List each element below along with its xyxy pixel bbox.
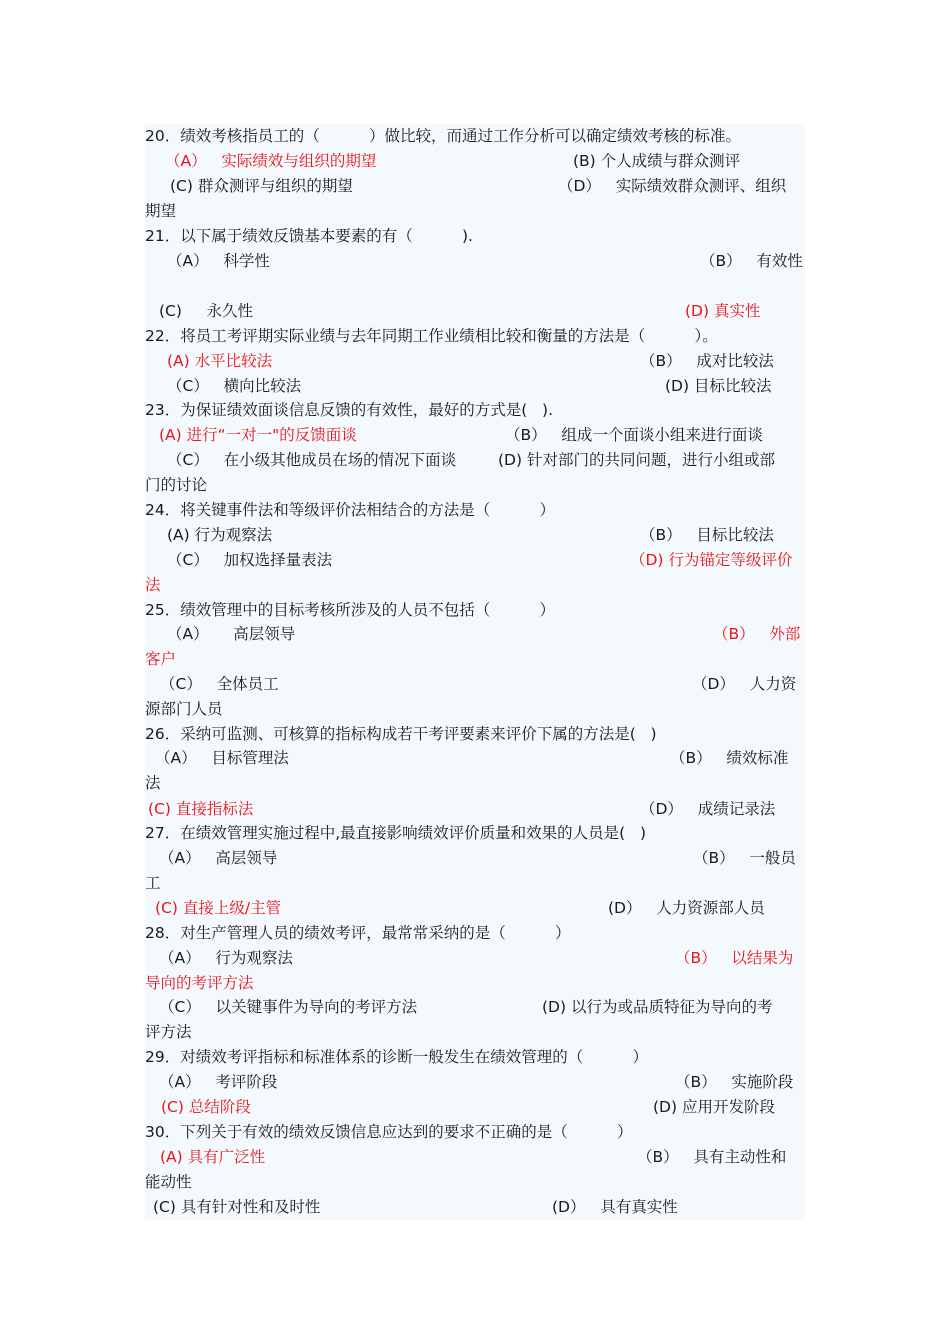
question-text: 20．绩效考核指员工的（ ）做比较，而通过工作分析可以确定绩效考核的标准。 [145, 127, 741, 145]
answer-text: （B） 外部 [713, 625, 801, 643]
text-line [145, 523, 805, 547]
text-line [145, 797, 805, 821]
text-line [145, 647, 805, 671]
text-line [145, 374, 805, 398]
text-line [145, 299, 805, 323]
text-line [145, 199, 805, 223]
question-text: （A） 考评阶段 [159, 1073, 278, 1091]
text-line [145, 746, 805, 770]
question-text: （B） 成对比较法 [640, 352, 774, 370]
text-line [145, 448, 805, 472]
question-text: 期望 [145, 202, 177, 220]
text-line [145, 995, 805, 1019]
text-line [145, 1020, 805, 1044]
question-text: (D） 人力资源部人员 [608, 899, 765, 917]
text-line [145, 971, 805, 995]
text-line [145, 771, 805, 795]
question-text: （A） 高层领导 [159, 849, 278, 867]
question-text: (D) 以行为或品质特征为导向的考 [542, 998, 773, 1016]
answer-text: (A) 水平比较法 [167, 352, 273, 370]
answer-text: (D) 真实性 [685, 302, 761, 320]
text-line [145, 921, 805, 945]
document-page [145, 124, 805, 1220]
answer-text: (C) 直接指标法 [148, 800, 254, 818]
question-text: （B） 组成一个面谈小组来进行面谈 [505, 426, 763, 444]
text-line [145, 548, 805, 572]
text-line [145, 672, 805, 696]
question-text: (C) 永久性 [159, 302, 254, 320]
text-line [145, 598, 805, 622]
question-text: 21．以下属于绩效反馈基本要素的有（ ). [145, 227, 473, 245]
question-text: (D) 应用开发阶段 [653, 1098, 775, 1116]
question-text: （A） 行为观察法 [159, 949, 293, 967]
text-line [145, 249, 805, 273]
text-line [145, 1120, 805, 1144]
answer-text: 法 [145, 576, 161, 594]
question-text: 25．绩效管理中的目标考核所涉及的人员不包括（ ） [145, 601, 555, 619]
question-text: （B） 实施阶段 [675, 1073, 794, 1091]
question-text: （C） 在小级其他成员在场的情况下面谈 [167, 451, 457, 469]
question-text: （D） 成绩记录法 [640, 800, 776, 818]
question-text: （B） 有效性 [700, 252, 803, 270]
question-text: 30．下列关于有效的绩效反馈信息应达到的要求不正确的是（ ） [145, 1123, 633, 1141]
question-text: （A） 高层领导 [167, 625, 296, 643]
question-text: （B） 目标比较法 [640, 526, 774, 544]
question-text: （C） 以关键事件为导向的考评方法 [159, 998, 418, 1016]
question-text: （C） 全体员工 [160, 675, 279, 693]
text-line [145, 398, 805, 422]
text-line [145, 622, 805, 646]
text-line [145, 1095, 805, 1119]
question-text: （C） 加权选择量表法 [167, 551, 333, 569]
question-text: （A） 目标管理法 [155, 749, 289, 767]
answer-text: (C) 总结阶段 [161, 1098, 251, 1116]
text-line [145, 149, 805, 173]
text-line [145, 1145, 805, 1169]
answer-text: （A） 实际绩效与组织的期望 [165, 152, 377, 170]
question-text: (B) 个人成绩与群众测评 [573, 152, 741, 170]
text-line [145, 124, 805, 148]
question-text: (A) 行为观察法 [167, 526, 273, 544]
text-line [145, 349, 805, 373]
answer-text: (C) 直接上级/主管 [155, 899, 282, 917]
question-text: 工 [145, 874, 161, 892]
text-line [145, 498, 805, 522]
text-line [145, 1045, 805, 1069]
question-text: 27．在绩效管理实施过程中,最直接影响绩效评价质量和效果的人员是( ) [145, 824, 647, 842]
text-line [145, 573, 805, 597]
question-text: (C) 具有针对性和及时性 [153, 1198, 321, 1216]
question-text: 源部门人员 [145, 700, 223, 718]
answer-text: (A) 进行“一对一"的反馈面谈 [159, 426, 357, 444]
question-text: （A） 科学性 [167, 252, 270, 270]
question-text: 28．对生产管理人员的绩效考评，最常常采纳的是（ ） [145, 924, 571, 942]
text-line [145, 946, 805, 970]
text-line [145, 473, 805, 497]
question-text: （B） 绩效标准 [670, 749, 789, 767]
text-line [145, 896, 805, 920]
answer-text: （D) 行为锚定等级评价 [630, 551, 793, 569]
question-text: （B） 具有主动性和 [637, 1148, 787, 1166]
text-line [145, 1170, 805, 1194]
question-text: 23．为保证绩效面谈信息反馈的有效性，最好的方式是( ). [145, 401, 554, 419]
question-text: （C） 横向比较法 [167, 377, 302, 395]
question-text: 22．将员工考评期实际业绩与去年同期工作业绩相比较和衡量的方法是（ ）。 [145, 327, 718, 345]
text-line [145, 871, 805, 895]
answer-text: （B） 以结果为 [675, 949, 794, 967]
question-text: 法 [145, 774, 161, 792]
question-text: 29．对绩效考评指标和标准体系的诊断一般发生在绩效管理的（ ） [145, 1048, 648, 1066]
question-text: 26．采纳可监测、可核算的指标构成若干考评要素来评价下属的方法是( ) [145, 725, 657, 743]
answer-text: (A) 具有广泛性 [160, 1148, 266, 1166]
question-text: 门的讨论 [145, 476, 208, 494]
question-text: (D） 具有真实性 [552, 1198, 678, 1216]
text-line [145, 697, 805, 721]
question-text: (C) 群众测评与组织的期望 [170, 177, 353, 195]
text-line [145, 1195, 805, 1219]
text-line [145, 821, 805, 845]
text-line [145, 224, 805, 248]
text-line [145, 324, 805, 348]
text-line [145, 423, 805, 447]
text-line [145, 1070, 805, 1094]
question-text: （D） 实际绩效群众测评、组织 [558, 177, 787, 195]
answer-text: 客户 [145, 650, 177, 668]
question-text: 24．将关键事件法和等级评价法相结合的方法是（ ） [145, 501, 555, 519]
question-text: (D) 针对部门的共同问题，进行小组或部 [498, 451, 775, 469]
question-text: (D) 目标比较法 [665, 377, 772, 395]
answer-text: 导向的考评方法 [145, 974, 254, 992]
question-text: （D） 人力资 [692, 675, 797, 693]
question-text: （B） 一般员 [693, 849, 796, 867]
text-line [145, 722, 805, 746]
question-text: 评方法 [145, 1023, 192, 1041]
question-text: 能动性 [145, 1173, 192, 1191]
text-line [145, 846, 805, 870]
text-line [145, 174, 805, 198]
